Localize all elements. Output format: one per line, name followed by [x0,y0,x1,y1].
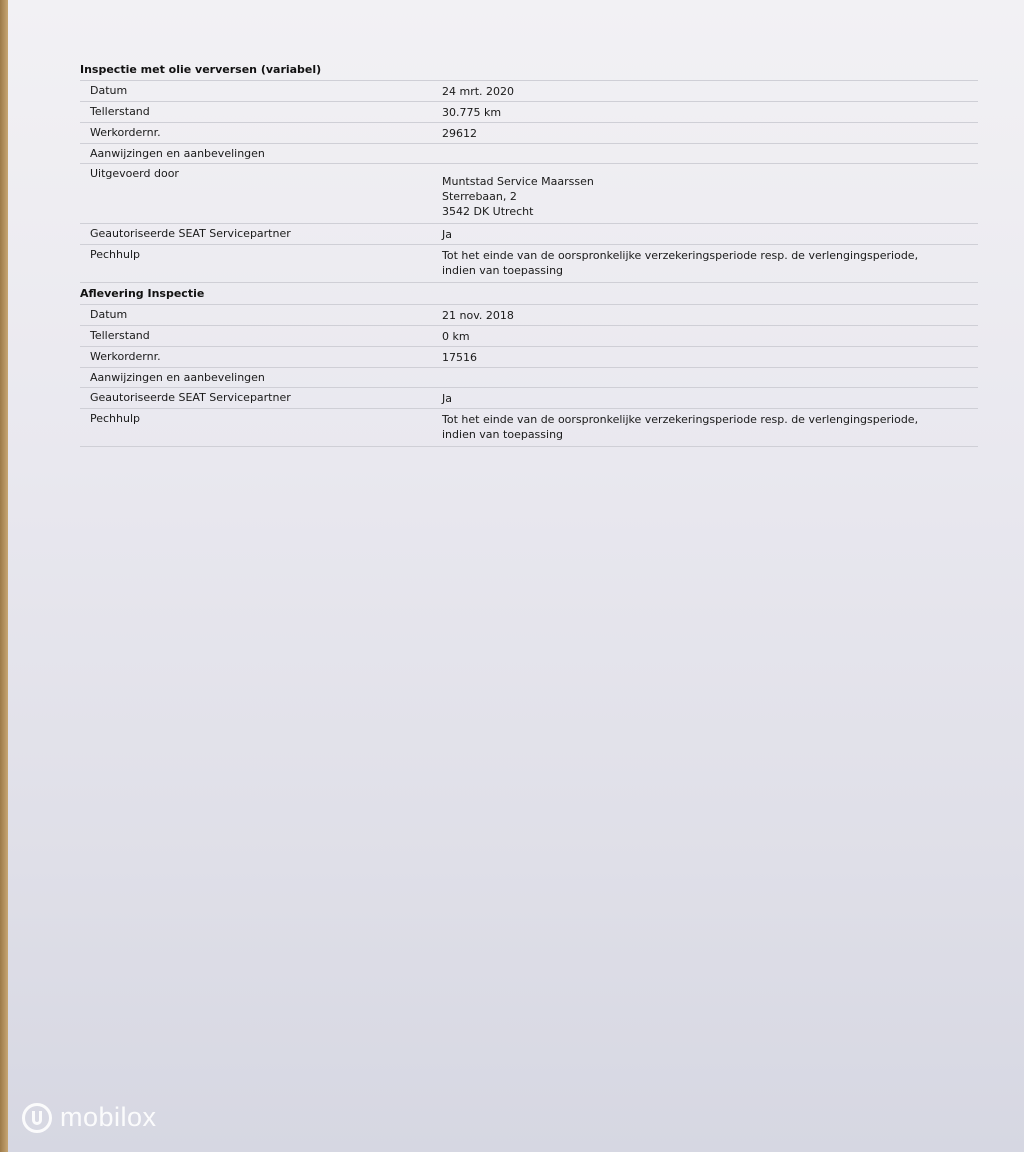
value-line: 21 nov. 2018 [442,309,514,322]
value-line: Tot het einde van de oorspronkelijke verzekeringsperiode resp. de verlengingsperiode, [442,413,919,426]
row-servicepartner [80,224,978,245]
row-value [442,164,978,223]
row-label: Datum [90,84,128,97]
value-line: indien van toepassing [442,264,564,277]
row-datum [80,305,978,326]
value-line: 17516 [442,351,477,364]
row-value [442,245,978,282]
row-uitgevoerd-door [80,164,978,224]
row-label: Tellerstand [90,329,150,342]
row-value [442,409,978,446]
row-datum [80,81,978,102]
watermark-text: mobilox [60,1102,157,1132]
section-title: Aflevering Inspectie [80,284,978,305]
value-line: Sterrebaan, 2 [442,190,517,203]
row-label: Werkordernr. [90,126,161,139]
row-werkordernr [80,123,978,144]
value-line: 3542 DK Utrecht [442,205,534,218]
value-line: Tot het einde van de oorspronkelijke verzekeringsperiode resp. de verlengingsperiode, [442,249,919,262]
row-label: Aanwijzingen en aanbevelingen [90,371,265,384]
section-aflevering-inspectie [80,284,978,447]
value-line: Ja [442,392,452,405]
row-value [442,347,978,367]
value-line: indien van toepassing [442,428,564,441]
row-label: Uitgevoerd door [90,167,179,180]
row-label: Geautoriseerde SEAT Servicepartner [90,391,291,404]
row-tellerstand [80,102,978,123]
row-werkordernr [80,347,978,368]
background-edge [0,0,8,1152]
section-inspectie-olie [80,60,978,283]
row-value [442,123,978,143]
value-line: 30.775 km [442,106,502,119]
row-label: Datum [90,308,128,321]
row-value [442,368,978,387]
row-value [442,102,978,122]
mobilox-logo-icon [22,1103,52,1133]
value-line: Ja [442,228,452,241]
row-label: Werkordernr. [90,350,161,363]
row-value [442,305,978,325]
row-aanwijzingen [80,144,978,164]
row-value [442,326,978,346]
row-label: Pechhulp [90,248,141,261]
row-pechhulp [80,409,978,447]
watermark [22,1102,157,1133]
value-line: 29612 [442,127,477,140]
row-value [442,388,978,408]
row-value [442,144,978,163]
row-label: Aanwijzingen en aanbevelingen [90,147,265,160]
value-line: 0 km [442,330,470,343]
row-label: Pechhulp [90,412,141,425]
section-title: Inspectie met olie verversen (variabel) [80,60,978,81]
row-label: Tellerstand [90,105,150,118]
row-pechhulp [80,245,978,283]
row-aanwijzingen [80,368,978,388]
value-line: 24 mrt. 2020 [442,85,515,98]
row-label: Geautoriseerde SEAT Servicepartner [90,227,291,240]
row-value [442,81,978,101]
row-servicepartner [80,388,978,409]
value-line: Muntstad Service Maarssen [442,175,594,188]
row-tellerstand [80,326,978,347]
row-value [442,224,978,244]
